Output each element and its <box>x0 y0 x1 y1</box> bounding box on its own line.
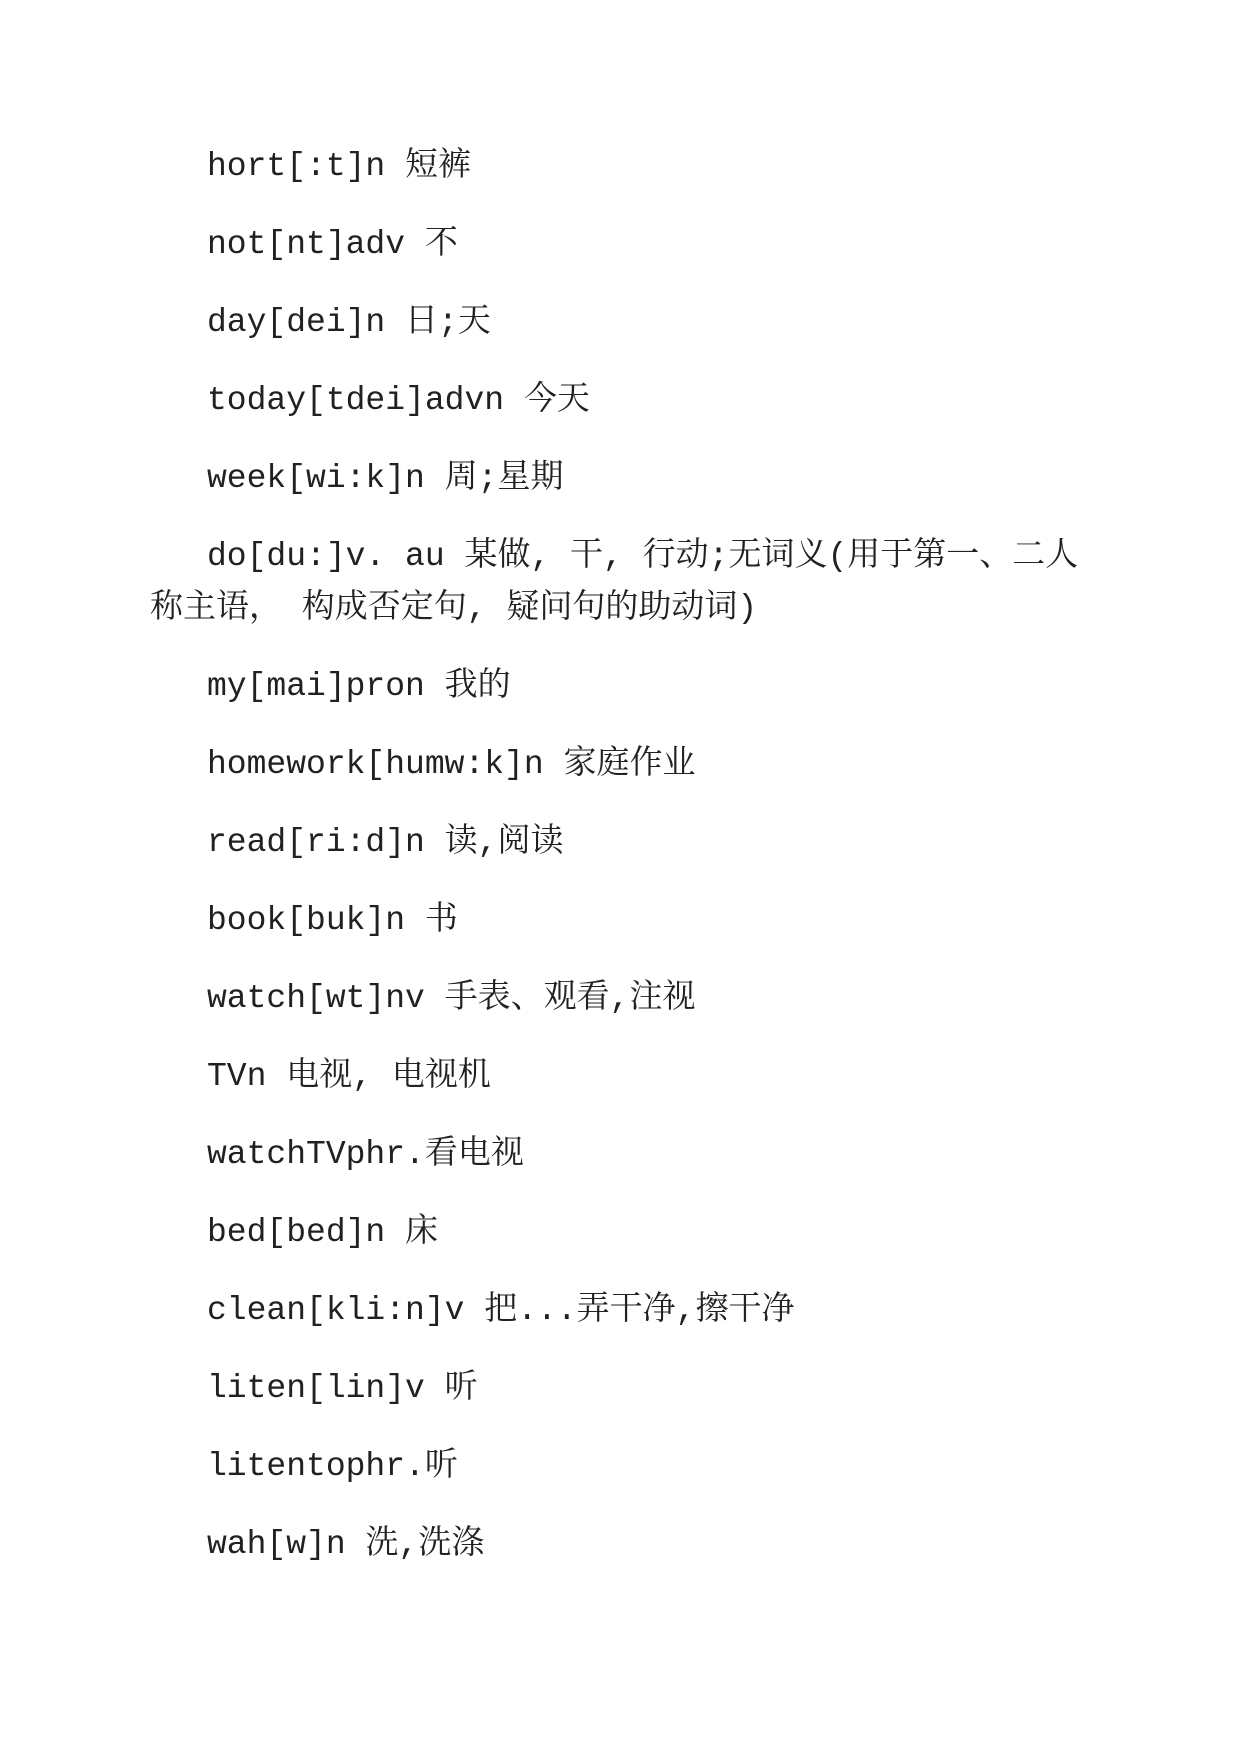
vocab-entry: watch[wt]nv 手表、观看,注视 <box>207 980 696 1017</box>
vocab-entry: my[mai]pron 我的 <box>207 668 511 705</box>
vocab-entry: do[du:]v. au 某做, 干, 行动;无词义(用于第一、二人称主语， 构成否定句, 疑问句的助动词) <box>150 538 1079 627</box>
vocab-entry: today[tdei]advn 今天 <box>207 382 590 419</box>
vocab-entry: clean[kli:n]v 把...弄干净,擦干净 <box>207 1292 795 1329</box>
vocab-entry: not[nt]adv 不 <box>207 226 458 263</box>
vocab-entry: liten[lin]v 听 <box>207 1370 478 1407</box>
vocab-entry: watchTVphr.看电视 <box>207 1136 524 1173</box>
vocab-entry: read[ri:d]n 读,阅读 <box>207 824 564 861</box>
vocab-entry: week[wi:k]n 周;星期 <box>207 460 564 497</box>
vocab-entry: book[buk]n 书 <box>207 902 458 939</box>
vocab-entry: day[dei]n 日;天 <box>207 304 491 341</box>
vocab-entry: homework[humw:k]n 家庭作业 <box>207 746 696 783</box>
vocab-entry: bed[bed]n 床 <box>207 1214 439 1251</box>
vocab-entry: TVn 电视, 电视机 <box>207 1058 491 1095</box>
vocab-entry: wah[w]n 洗,洗涤 <box>207 1526 485 1563</box>
vocab-entry: litentophr.听 <box>207 1448 458 1485</box>
vocab-list <box>150 141 1091 1571</box>
vocab-entry: hort[:t]n 短裤 <box>207 148 472 185</box>
